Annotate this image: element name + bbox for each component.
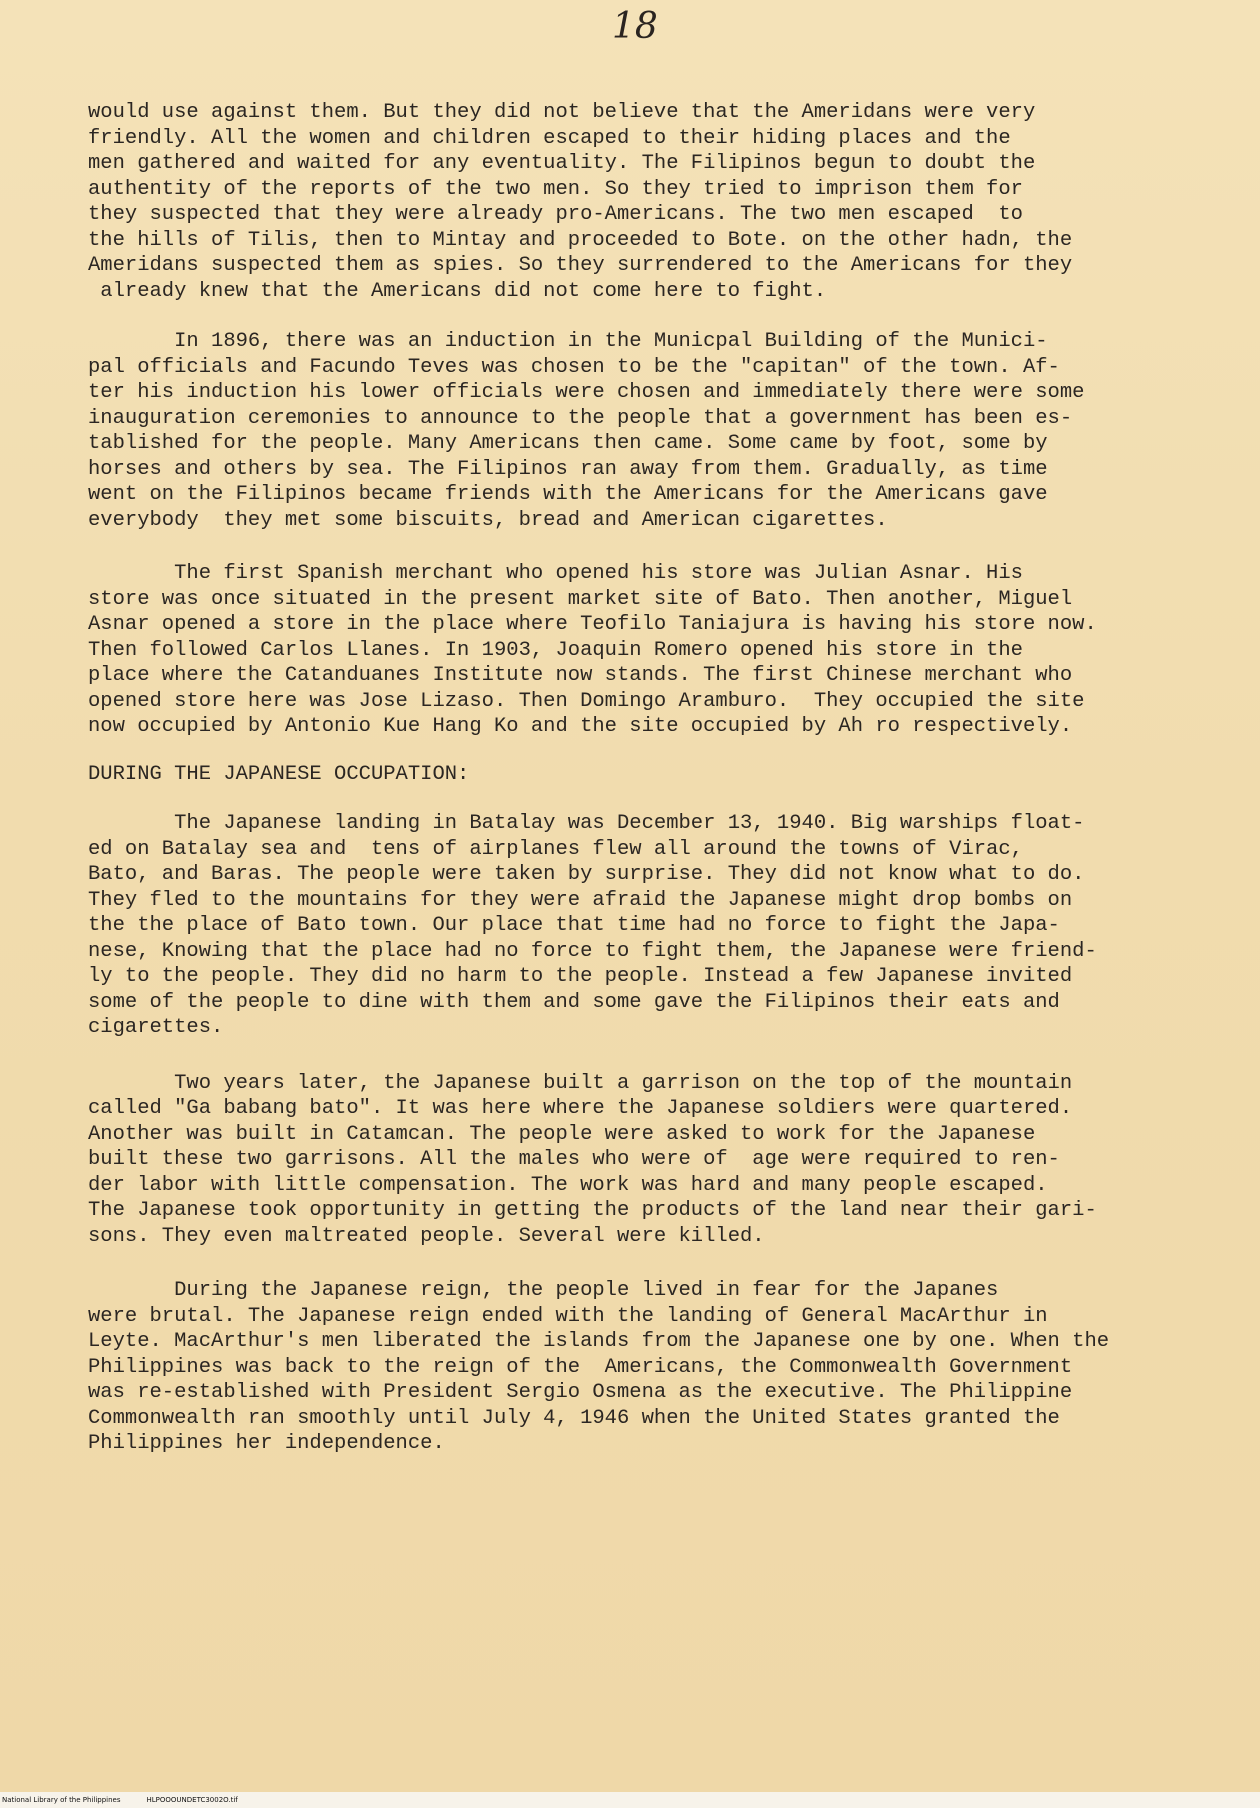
scan-footer — [2, 1796, 264, 1804]
text-line: The Japanese landing in Batalay was December 13, 1940. Big warships float- — [88, 812, 1085, 835]
text-line: The Japanese took opportunity in getting the products of the land near their gari- — [88, 1199, 1097, 1222]
text-line: the the place of Bato town. Our place that time had no force to fight the Japa- — [88, 914, 1060, 937]
text-line: store was once situated in the present market site of Bato. Then another, Miguel — [88, 587, 1073, 611]
text-line: authentity of the reports of the two men. So they tried to imprison them for — [88, 177, 1023, 201]
text-line: Leyte. MacArthur's men liberated the islands from the Japanese one by one. When the — [88, 1330, 1110, 1353]
text-line: Two years later, the Japanese built a garrison on the top of the mountain — [88, 1071, 1073, 1095]
text-line: During the Japanese reign, the people lived in fear for the Japanes — [88, 1279, 999, 1302]
text-line: In 1896, there was an induction in the Municpal Building of the Munici- — [88, 330, 1048, 353]
text-line: was re-established with President Sergio Osmena as the executive. The Philippine — [88, 1381, 1073, 1404]
text-line: ed on Batalay sea and tens of airplanes flew all around the towns of Virac, — [88, 837, 1023, 861]
text-line: The first Spanish merchant who opened his store was Julian Asnar. His — [88, 562, 1023, 585]
text-line: pal officials and Facundo Teves was chosen to be the "capitan" of the town. Af- — [88, 355, 1060, 379]
text-line: inauguration ceremonies to announce to the people that a government has been es- — [88, 406, 1073, 430]
paragraph — [88, 1278, 1238, 1457]
text-line: built these two garrisons. All the males who were of age were required to ren- — [88, 1148, 1060, 1171]
text-line: they suspected that they were already pro-Americans. The two men escaped to — [88, 203, 1023, 226]
paragraph — [88, 1071, 1238, 1250]
section-heading — [88, 762, 1238, 788]
text-line: would use against them. But they did not believe that the Ameridans were very — [88, 101, 1036, 124]
text-line: horses and others by sea. The Filipinos ran away from them. Gradually, as time — [88, 457, 1048, 481]
text-line: cigarettes. — [88, 1016, 224, 1039]
text-line: Then followed Carlos Llanes. In 1903, Joaquin Romero opened his store in the — [88, 638, 1023, 662]
heading-line: DURING THE JAPANESE OCCUPATION: — [88, 762, 470, 786]
page-number: 18 — [612, 6, 658, 47]
paragraph — [88, 561, 1238, 740]
paragraph — [88, 329, 1238, 533]
text-line: der labor with little compensation. The work was hard and many people escaped. — [88, 1173, 1048, 1197]
text-line: everybody they met some biscuits, bread and American cigarettes. — [88, 508, 888, 532]
text-line: Philippines was back to the reign of the Americans, the Commonwealth Government — [88, 1355, 1073, 1379]
document-body — [88, 100, 1238, 1457]
text-line: Another was built in Catamcan. The people were asked to work for the Japanese — [88, 1122, 1036, 1146]
file-name: HLPOOOUNDETC3002O.tif — [146, 1796, 238, 1804]
text-line: the hills of Tilis, then to Mintay and proceeded to Bote. on the other hadn, the — [88, 228, 1073, 252]
text-line: went on the Filipinos became friends with the Americans for the Americans gave — [88, 483, 1048, 506]
text-line: men gathered and waited for any eventuality. The Filipinos begun to doubt the — [88, 152, 1036, 175]
text-line: called "Ga babang bato". It was here where the Japanese soldiers were quartered. — [88, 1097, 1073, 1120]
text-line: Philippines her independence. — [88, 1432, 445, 1455]
text-line: opened store here was Jose Lizaso. Then Domingo Aramburo. They occupied the site — [88, 689, 1085, 713]
text-line: already knew that the Americans did not come here to fight. — [88, 279, 827, 303]
text-line: sons. They even maltreated people. Several were killed. — [88, 1224, 765, 1248]
text-line: some of the people to dine with them and some gave the Filipinos their eats and — [88, 990, 1060, 1014]
text-line: were brutal. The Japanese reign ended with the landing of General MacArthur in — [88, 1304, 1048, 1328]
paragraph — [88, 811, 1238, 1041]
text-line: They fled to the mountains for they were afraid the Japanese might drop bombs on — [88, 888, 1073, 912]
text-line: nese, Knowing that the place had no force to fight them, the Japanese were friend- — [88, 939, 1097, 963]
library-credit: National Library of the Philippines — [2, 1796, 121, 1804]
text-line: ly to the people. They did no harm to the people. Instead a few Japanese invited — [88, 965, 1073, 988]
text-line: Commonwealth ran smoothly until July 4, 1946 when the United States granted the — [88, 1406, 1060, 1430]
text-line: now occupied by Antonio Kue Hang Ko and the site occupied by Ah ro respectively. — [88, 715, 1073, 738]
text-line: Ameridans suspected them as spies. So they surrendered to the Americans for they — [88, 254, 1073, 277]
text-line: place where the Catanduanes Institute now stands. The first Chinese merchant who — [88, 664, 1073, 687]
text-line: Bato, and Baras. The people were taken by surprise. They did not know what to do. — [88, 863, 1085, 886]
paragraph — [88, 100, 1238, 304]
text-line: friendly. All the women and children escaped to their hiding places and the — [88, 126, 1011, 150]
text-line: Asnar opened a store in the place where Teofilo Taniajura is having his store now. — [88, 613, 1097, 636]
text-line: ter his induction his lower officials were chosen and immediately there were some — [88, 381, 1085, 404]
text-line: tablished for the people. Many Americans then came. Some came by foot, some by — [88, 432, 1048, 455]
